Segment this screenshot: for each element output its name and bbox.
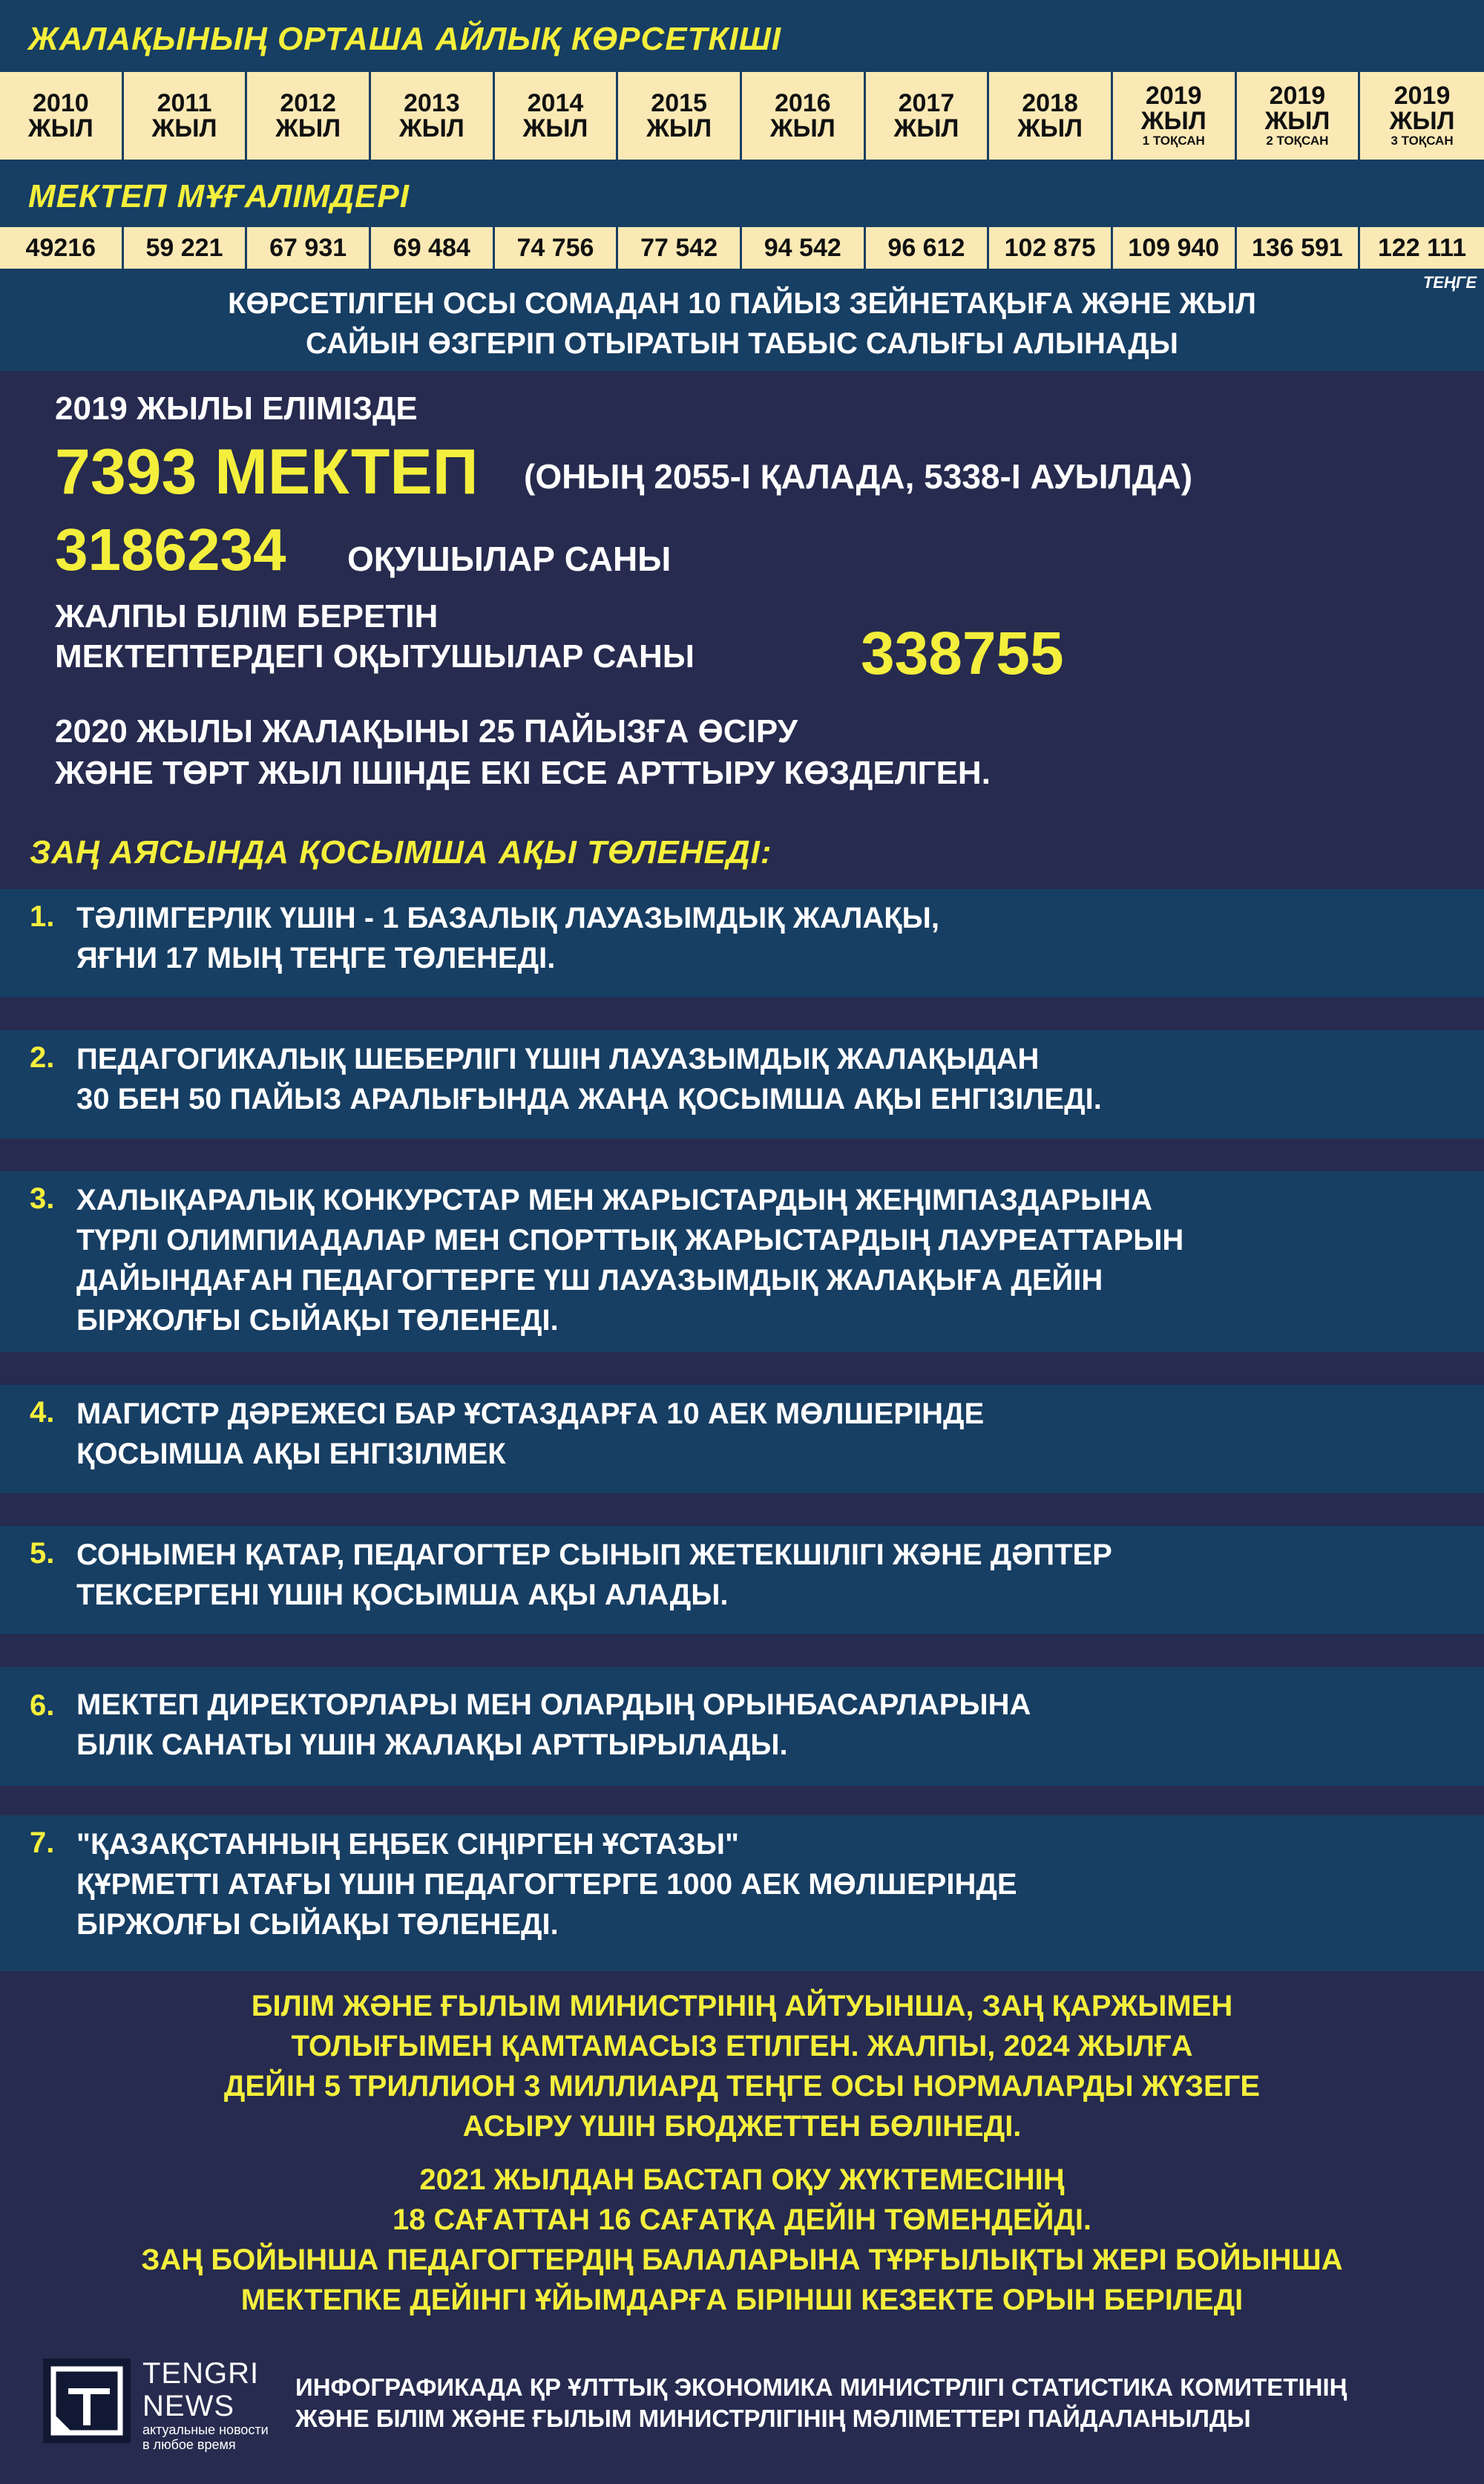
year-cell	[1237, 72, 1361, 160]
year-header-row	[0, 72, 1484, 160]
salary-value-cell: 74 756	[495, 227, 619, 269]
law-item	[0, 1526, 1484, 1634]
year-word: ЖЫЛ	[1264, 107, 1330, 135]
law-item-number: 4.	[30, 1396, 55, 1429]
law-item-text	[76, 1535, 1112, 1615]
law-item-line: "ҚАЗАҚСТАННЫҢ ЕҢБЕК СІҢІРГЕН ҰСТАЗЫ"	[76, 1828, 739, 1861]
students-label: ОҚУШЫЛАР САНЫ	[347, 540, 672, 578]
brand-tagline-line-2: в любое время	[142, 2437, 236, 2452]
year-value: 2018	[1022, 89, 1078, 117]
funding-line-3: ДЕЙІН 5 ТРИЛЛИОН 3 МИЛЛИАРД ТЕҢГЕ ОСЫ НОРМАЛАРДЫ ЖҮЗЕГЕ	[223, 2070, 1261, 2103]
raise-plan	[55, 711, 991, 794]
year-word: ЖЫЛ	[1389, 107, 1455, 135]
tengri-logo-icon	[43, 2359, 131, 2443]
salary-title: ЖАЛАҚЫНЫҢ ОРТАША АЙЛЫҚ КӨРСЕТКІШІ	[28, 21, 782, 57]
law-item-number: 5.	[30, 1537, 55, 1570]
workload-line-2: 18 САҒАТТАН 16 САҒАТҚА ДЕЙІН ТӨМЕНДЕЙДІ.	[392, 2203, 1092, 2236]
law-item	[0, 889, 1484, 997]
year-cell	[866, 72, 990, 160]
teachers-count: 338755	[861, 620, 1064, 687]
teachers-count-label	[55, 597, 695, 677]
law-item-text	[76, 1824, 1017, 1944]
law-item-line: ҚОСЫМША АҚЫ ЕНГІЗІЛМЕК	[76, 1438, 506, 1470]
year-cell	[1360, 72, 1484, 160]
year-cell	[1113, 72, 1237, 160]
salary-value-cell: 96 612	[866, 227, 990, 269]
law-item-line: БІРЖОЛҒЫ СЫЙАҚЫ ТӨЛЕНЕДІ.	[76, 1304, 559, 1337]
law-item	[0, 1667, 1484, 1786]
law-item-number: 2.	[30, 1041, 55, 1074]
law-item-line: ТЕКСЕРГЕНІ ҮШІН ҚОСЫМША АҚЫ АЛАДЫ.	[76, 1579, 729, 1611]
law-item-line: СОНЫМЕН ҚАТАР, ПЕДАГОГТЕР СЫНЫП ЖЕТЕКШІЛІГІ ЖӘНЕ ДӘПТЕР	[76, 1538, 1112, 1571]
brand-name-line-1: TENGRI	[142, 2357, 260, 2390]
raise-plan-line-2: ЖӘНЕ ТӨРТ ЖЫЛ ІШІНДЕ ЕКІ ЕСЕ АРТТЫРУ КӨЗДЕЛГЕН.	[55, 755, 991, 791]
year-word: ЖЫЛ	[646, 114, 712, 142]
year-value: 2017	[898, 89, 955, 117]
year-value: 2015	[651, 89, 707, 117]
law-item	[0, 1385, 1484, 1493]
year-word: ЖЫЛ	[151, 114, 217, 142]
year-word: ЖЫЛ	[522, 114, 588, 142]
year-word: ЖЫЛ	[1140, 107, 1206, 135]
funding-line-2: ТОЛЫҒЫМЕН ҚАМТАМАСЫЗ ЕТІЛГЕН. ЖАЛПЫ, 2024 ЖЫЛҒА	[291, 2030, 1193, 2062]
year-value: 2019	[1145, 82, 1202, 110]
law-item-line: ПЕДАГОГИКАЛЫҚ ШЕБЕРЛІГІ ҮШІН ЛАУАЗЫМДЫҚ ЖАЛАҚЫДАН	[76, 1043, 1040, 1075]
quarter-label: 3 ТОҚСАН	[1391, 134, 1454, 148]
stats-intro: 2019 ЖЫЛЫ ЕЛІМІЗДЕ	[55, 390, 418, 427]
law-item-number: 7.	[30, 1826, 55, 1859]
salary-value-cell: 109 940	[1113, 227, 1237, 269]
teachers-label: МЕКТЕП МҰҒАЛІМДЕРІ	[28, 178, 410, 214]
workload-line-3: ЗАҢ БОЙЫНША ПЕДАГОГТЕРДІҢ БАЛАЛАРЫНА ТҰРҒЫЛЫҚТЫ ЖЕРІ БОЙЫНША	[141, 2244, 1343, 2276]
year-word: ЖЫЛ	[275, 114, 341, 142]
funding-paragraph	[0, 1986, 1484, 2146]
quarter-label: 2 ТОҚСАН	[1266, 134, 1329, 148]
year-value: 2019	[1393, 82, 1451, 110]
year-word: ЖЫЛ	[1017, 114, 1083, 142]
year-value: 2012	[280, 89, 336, 117]
schools-count: 7393 МЕКТЕП	[55, 436, 479, 508]
source-line-2: ЖӘНЕ БІЛІМ ЖӘНЕ ҒЫЛЫМ МИНИСТРЛІГІНІҢ МӘЛІМЕТТЕРІ ПАЙДАЛАНЫЛДЫ	[295, 2405, 1251, 2432]
law-item-line: МЕКТЕП ДИРЕКТОРЛАРЫ МЕН ОЛАРДЫҢ ОРЫНБАСАРЛАРЫНА	[76, 1688, 1031, 1721]
law-item-text	[76, 1039, 1102, 1119]
year-cell	[0, 72, 124, 160]
workload-line-4: МЕКТЕПКЕ ДЕЙІНГІ ҰЙЫМДАРҒА БІРІНШІ КЕЗЕКТЕ ОРЫН БЕРІЛЕДІ	[240, 2284, 1244, 2316]
salary-values-row	[0, 227, 1484, 269]
law-item-line: ХАЛЫҚАРАЛЫҚ КОНКУРСТАР МЕН ЖАРЫСТАРДЫҢ ЖЕҢІМПАЗДАРЫНА	[76, 1184, 1152, 1216]
year-cell	[742, 72, 866, 160]
year-cell	[247, 72, 371, 160]
salary-value-cell: 77 542	[618, 227, 742, 269]
students-count: 3186234	[55, 517, 286, 583]
year-value: 2011	[157, 89, 212, 117]
brand-name-line-2: NEWS	[142, 2390, 234, 2422]
year-cell	[618, 72, 742, 160]
law-item-line: ҚҰРМЕТТІ АТАҒЫ ҮШІН ПЕДАГОГТЕРГЕ 1000 АЕК МӨЛШЕРІНДЕ	[76, 1868, 1017, 1901]
brand-tagline	[142, 2422, 269, 2452]
salary-note	[0, 284, 1484, 364]
law-item-text	[76, 1685, 1031, 1765]
teachers-count-label-line-2: МЕКТЕПТЕРДЕГІ ОҚЫТУШЫЛАР САНЫ	[55, 638, 695, 675]
year-word: ЖЫЛ	[27, 114, 93, 142]
source-line-1: ИНФОГРАФИКАДА ҚР ҰЛТТЫҚ ЭКОНОМИКА МИНИСТРЛІГІ СТАТИСТИКА КОМИТЕТІНІҢ	[295, 2373, 1347, 2401]
year-cell	[371, 72, 495, 160]
law-item	[0, 1815, 1484, 1971]
tengri-logo	[43, 2359, 131, 2443]
teachers-count-label-line-1: ЖАЛПЫ БІЛІМ БЕРЕТІН	[55, 598, 439, 635]
salary-value-cell: 59 221	[124, 227, 248, 269]
year-word: ЖЫЛ	[398, 114, 464, 142]
law-item-number: 6.	[30, 1689, 55, 1722]
year-value: 2016	[774, 89, 831, 117]
year-word: ЖЫЛ	[769, 114, 835, 142]
law-item-number: 1.	[30, 900, 55, 933]
year-cell	[989, 72, 1113, 160]
year-word: ЖЫЛ	[893, 114, 959, 142]
year-value: 2019	[1269, 82, 1326, 110]
law-item-line: ТӘЛІМГЕРЛІК ҮШІН - 1 БАЗАЛЫҚ ЛАУАЗЫМДЫҚ ЖАЛАҚЫ,	[76, 902, 939, 934]
salary-value-cell: 49216	[0, 227, 124, 269]
source-note	[295, 2372, 1347, 2434]
law-item-line: ДАЙЫНДАҒАН ПЕДАГОГТЕРГЕ ҮШ ЛАУАЗЫМДЫҚ ЖАЛАҚЫҒА ДЕЙІН	[76, 1264, 1103, 1297]
year-value: 2010	[33, 89, 89, 117]
law-item-line: БІЛІК САНАТЫ ҮШІН ЖАЛАҚЫ АРТТЫРЫЛАДЫ.	[76, 1728, 788, 1761]
funding-line-4: АСЫРУ ҮШІН БЮДЖЕТТЕН БӨЛІНЕДІ.	[462, 2110, 1022, 2143]
salary-value-cell: 67 931	[247, 227, 371, 269]
law-item	[0, 1171, 1484, 1352]
year-value: 2014	[527, 89, 584, 117]
law-item-line: МАГИСТР ДӘРЕЖЕСІ БАР ҰСТАЗДАРҒА 10 АЕК МӨЛШЕРІНДЕ	[76, 1397, 985, 1430]
law-item-line: БІРЖОЛҒЫ СЫЙАҚЫ ТӨЛЕНЕДІ.	[76, 1908, 559, 1941]
workload-line-1: 2021 ЖЫЛДАН БАСТАП ОҚУ ЖҮКТЕМЕСІНІҢ	[419, 2163, 1065, 2196]
salary-value-cell: 102 875	[989, 227, 1113, 269]
salary-note-line-1: КӨРСЕТІЛГЕН ОСЫ СОМАДАН 10 ПАЙЫЗ ЗЕЙНЕТАҚЫҒА ЖӘНЕ ЖЫЛ	[228, 287, 1256, 320]
salary-note-line-2: САЙЫН ӨЗГЕРІП ОТЫРАТЫН ТАБЫС САЛЫҒЫ АЛЫНАДЫ	[306, 327, 1178, 360]
salary-value-cell: 94 542	[742, 227, 866, 269]
funding-line-1: БІЛІМ ЖӘНЕ ҒЫЛЫМ МИНИСТРІНІҢ АЙТУЫНША, ЗАҢ ҚАРЖЫМЕН	[251, 1990, 1233, 2022]
workload-paragraph	[0, 2160, 1484, 2320]
law-item-text	[76, 1180, 1183, 1340]
law-heading: ЗАҢ АЯСЫНДА ҚОСЫМША АҚЫ ТӨЛЕНЕДІ:	[30, 834, 772, 871]
law-item-text	[76, 898, 939, 978]
brand-tagline-line-1: актуальные новости	[142, 2422, 269, 2437]
salary-value-cell: 136 591	[1237, 227, 1361, 269]
salary-value-cell: 122 111	[1360, 227, 1484, 269]
brand-name	[142, 2357, 259, 2422]
law-item-line: ТҮРЛІ ОЛИМПИАДАЛАР МЕН СПОРТТЫҚ ЖАРЫСТАРДЫҢ ЛАУРЕАТТАРЫН	[76, 1224, 1184, 1256]
year-value: 2013	[403, 89, 460, 117]
law-item	[0, 1030, 1484, 1138]
year-cell	[495, 72, 619, 160]
law-item-line: 30 БЕН 50 ПАЙЫЗ АРАЛЫҒЫНДА ЖАҢА ҚОСЫМША АҚЫ ЕНГІЗІЛЕДІ.	[76, 1083, 1102, 1115]
salary-value-cell: 69 484	[371, 227, 495, 269]
quarter-label: 1 ТОҚСАН	[1142, 134, 1205, 148]
raise-plan-line-1: 2020 ЖЫЛЫ ЖАЛАҚЫНЫ 25 ПАЙЫЗҒА ӨСІРУ	[55, 713, 798, 750]
law-item-text	[76, 1394, 984, 1474]
law-item-number: 3.	[30, 1182, 55, 1215]
currency-label: ТЕҢГЕ	[1422, 273, 1477, 292]
year-cell	[124, 72, 248, 160]
law-item-line: ЯҒНИ 17 МЫҢ ТЕҢГЕ ТӨЛЕНЕДІ.	[76, 942, 556, 974]
schools-detail: (ОНЫҢ 2055-І ҚАЛАДА, 5338-І АУЫЛДА)	[524, 457, 1193, 496]
